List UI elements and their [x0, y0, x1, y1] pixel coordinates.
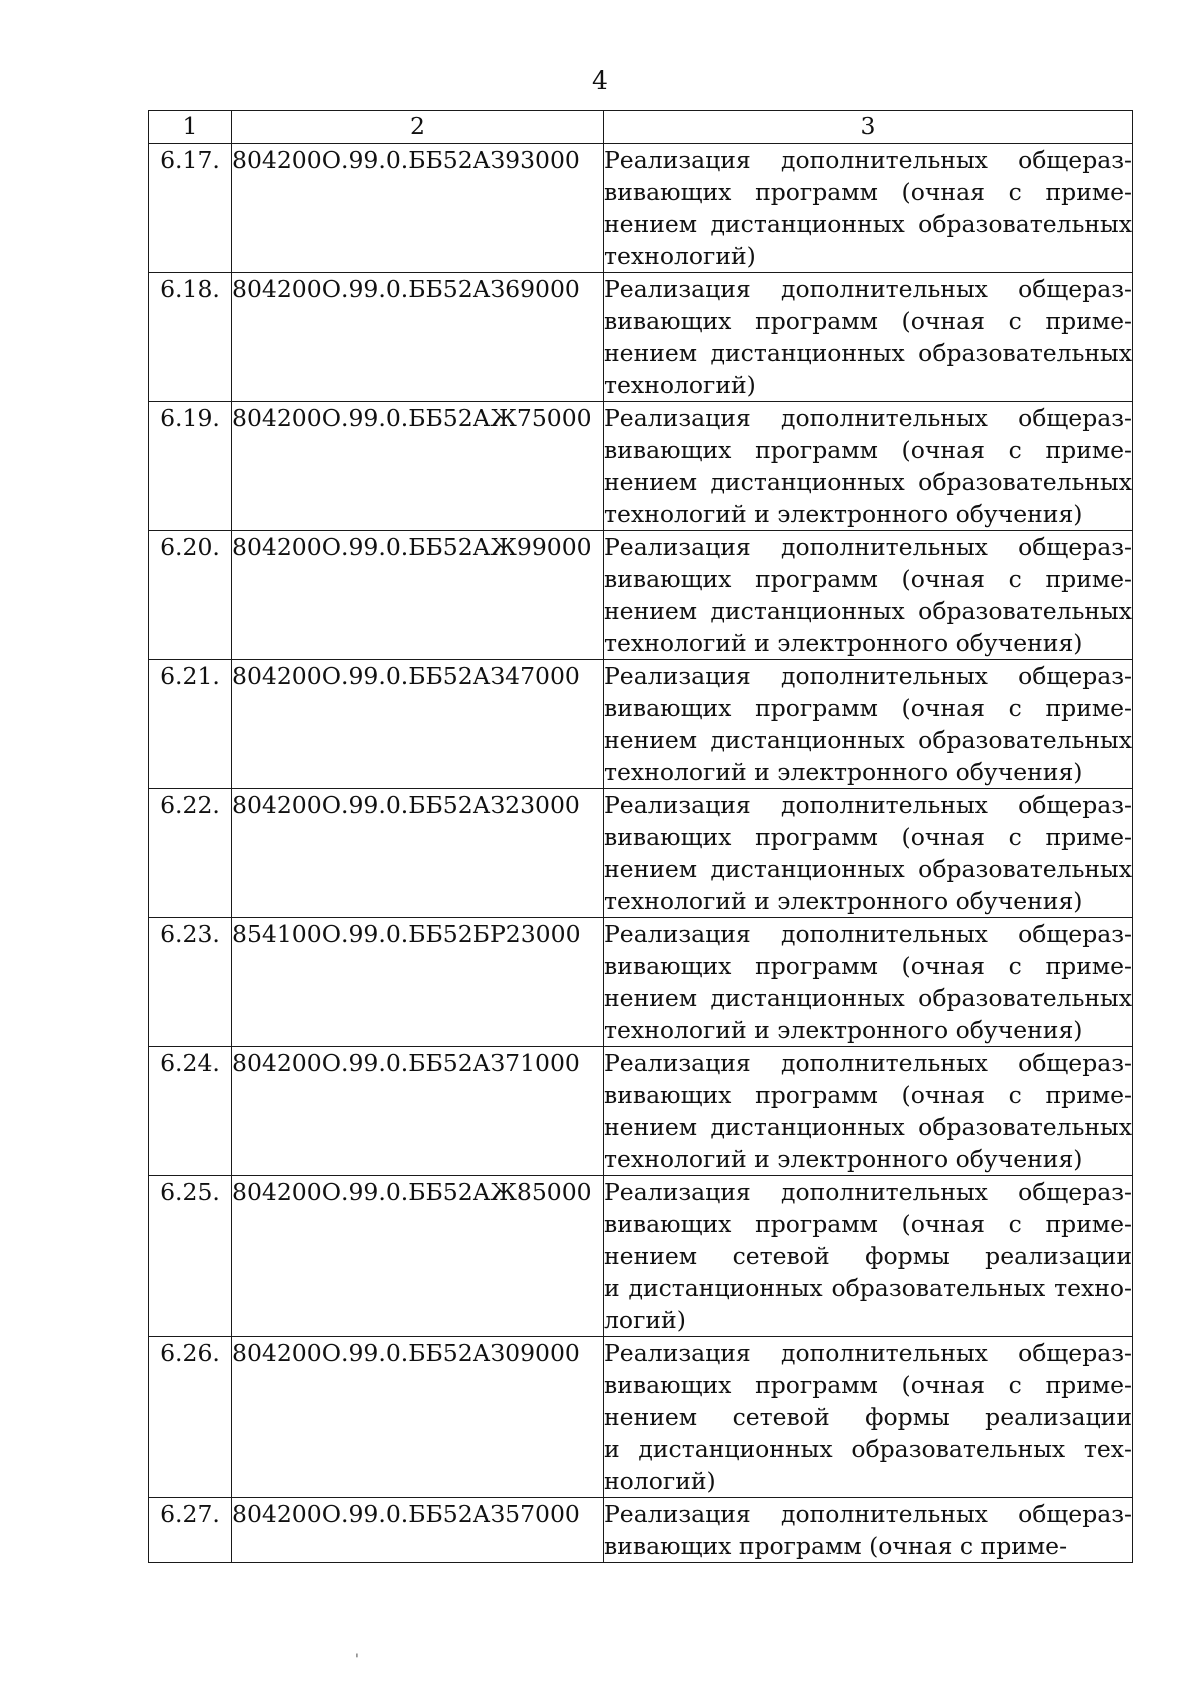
description-line: вивающих программ (очная с приме- — [604, 1371, 1132, 1399]
description-line: вивающих программ (очная с приме- — [604, 307, 1132, 335]
table-row — [149, 402, 1133, 531]
description-line: технологий и электронного обучения) — [604, 1016, 1083, 1044]
page-number: 4 — [592, 66, 608, 95]
description-line: нением дистанционных образовательных — [604, 984, 1132, 1012]
description-line: вивающих программ (очная с приме- — [604, 565, 1132, 593]
registry-code: 804200О.99.0.ББ52АЗ69000 — [232, 273, 604, 402]
description-line: вивающих программ (очная с приме- — [604, 1081, 1132, 1109]
row-number: 6.26. — [149, 1337, 232, 1498]
description-line: технологий) — [604, 242, 756, 270]
service-description — [604, 1047, 1133, 1176]
row-number: 6.22. — [149, 789, 232, 918]
registry-code: 804200О.99.0.ББ52АЗ57000 — [232, 1498, 604, 1563]
registry-code: 804200О.99.0.ББ52АЗ47000 — [232, 660, 604, 789]
description-line: технологий и электронного обучения) — [604, 887, 1083, 915]
description-line: Реализация дополнительных общераз- — [604, 1178, 1132, 1206]
description-line: нением дистанционных образовательных — [604, 597, 1132, 625]
table-row — [149, 144, 1133, 273]
description-line: технологий и электронного обучения) — [604, 629, 1083, 657]
description-line: вивающих программ (очная с приме- — [604, 1210, 1132, 1238]
description-line: нением дистанционных образовательных — [604, 726, 1132, 754]
description-line: Реализация дополнительных общераз- — [604, 920, 1132, 948]
service-description — [604, 660, 1133, 789]
description-line: и дистанционных образовательных техно- — [604, 1274, 1132, 1302]
description-line: нением дистанционных образовательных — [604, 210, 1132, 238]
description-line: вивающих программ (очная с приме- — [604, 436, 1132, 464]
description-line: вивающих программ (очная с приме- — [604, 178, 1132, 206]
service-description — [604, 144, 1133, 273]
description-line: Реализация дополнительных общераз- — [604, 146, 1132, 174]
table-row — [149, 918, 1133, 1047]
service-description — [604, 531, 1133, 660]
description-line: технологий и электронного обучения) — [604, 1145, 1083, 1173]
registry-code: 804200О.99.0.ББ52АЗ23000 — [232, 789, 604, 918]
table-row — [149, 1337, 1133, 1498]
services-table — [148, 110, 1133, 1563]
registry-code: 854100О.99.0.ББ52БР23000 — [232, 918, 604, 1047]
description-line: технологий) — [604, 371, 756, 399]
description-line: нением дистанционных образовательных — [604, 855, 1132, 883]
description-line: нением сетевой формы реализации — [604, 1403, 1132, 1431]
registry-code: 804200О.99.0.ББ52АЖ85000 — [232, 1176, 604, 1337]
description-line: вивающих программ (очная с приме- — [604, 1532, 1068, 1560]
description-line: технологий и электронного обучения) — [604, 500, 1083, 528]
table-row — [149, 789, 1133, 918]
column-header-3: 3 — [604, 111, 1133, 144]
description-line: технологий и электронного обучения) — [604, 758, 1083, 786]
table-row — [149, 1047, 1133, 1176]
registry-code: 804200О.99.0.ББ52АЖ99000 — [232, 531, 604, 660]
description-line: нологий) — [604, 1467, 716, 1495]
row-number: 6.18. — [149, 273, 232, 402]
row-number: 6.17. — [149, 144, 232, 273]
description-line: нением сетевой формы реализации — [604, 1242, 1132, 1270]
table-row — [149, 531, 1133, 660]
description-line: вивающих программ (очная с приме- — [604, 694, 1132, 722]
service-description — [604, 402, 1133, 531]
registry-code: 804200О.99.0.ББ52АЗ09000 — [232, 1337, 604, 1498]
registry-code: 804200О.99.0.ББ52АЖ75000 — [232, 402, 604, 531]
table-body — [149, 111, 1133, 1563]
description-line: логий) — [604, 1306, 686, 1334]
table-row — [149, 1176, 1133, 1337]
row-number: 6.21. — [149, 660, 232, 789]
description-line: нением дистанционных образовательных — [604, 339, 1132, 367]
service-description — [604, 1176, 1133, 1337]
description-line: и дистанционных образовательных тех- — [604, 1435, 1132, 1463]
table-row — [149, 273, 1133, 402]
row-number: 6.27. — [149, 1498, 232, 1563]
description-line: вивающих программ (очная с приме- — [604, 823, 1132, 851]
description-line: Реализация дополнительных общераз- — [604, 275, 1132, 303]
row-number: 6.23. — [149, 918, 232, 1047]
service-description — [604, 1498, 1133, 1563]
registry-code: 804200О.99.0.ББ52АЗ71000 — [232, 1047, 604, 1176]
table-header-row — [149, 111, 1133, 144]
description-line: вивающих программ (очная с приме- — [604, 952, 1132, 980]
column-header-2: 2 — [232, 111, 604, 144]
description-line: нением дистанционных образовательных — [604, 1113, 1132, 1141]
description-line: Реализация дополнительных общераз- — [604, 1500, 1132, 1528]
description-line: Реализация дополнительных общераз- — [604, 662, 1132, 690]
row-number: 6.20. — [149, 531, 232, 660]
description-line: Реализация дополнительных общераз- — [604, 404, 1132, 432]
table-row — [149, 660, 1133, 789]
description-line: Реализация дополнительных общераз- — [604, 791, 1132, 819]
column-header-1: 1 — [149, 111, 232, 144]
description-line: нением дистанционных образовательных — [604, 468, 1132, 496]
row-number: 6.19. — [149, 402, 232, 531]
service-description — [604, 1337, 1133, 1498]
table-row — [149, 1498, 1133, 1563]
row-number: 6.25. — [149, 1176, 232, 1337]
service-description — [604, 789, 1133, 918]
service-description — [604, 918, 1133, 1047]
service-description — [604, 273, 1133, 402]
description-line: Реализация дополнительных общераз- — [604, 1049, 1132, 1077]
row-number: 6.24. — [149, 1047, 232, 1176]
footer-mark: ' — [355, 1652, 359, 1668]
description-line: Реализация дополнительных общераз- — [604, 1339, 1132, 1367]
registry-code: 804200О.99.0.ББ52АЗ93000 — [232, 144, 604, 273]
description-line: Реализация дополнительных общераз- — [604, 533, 1132, 561]
